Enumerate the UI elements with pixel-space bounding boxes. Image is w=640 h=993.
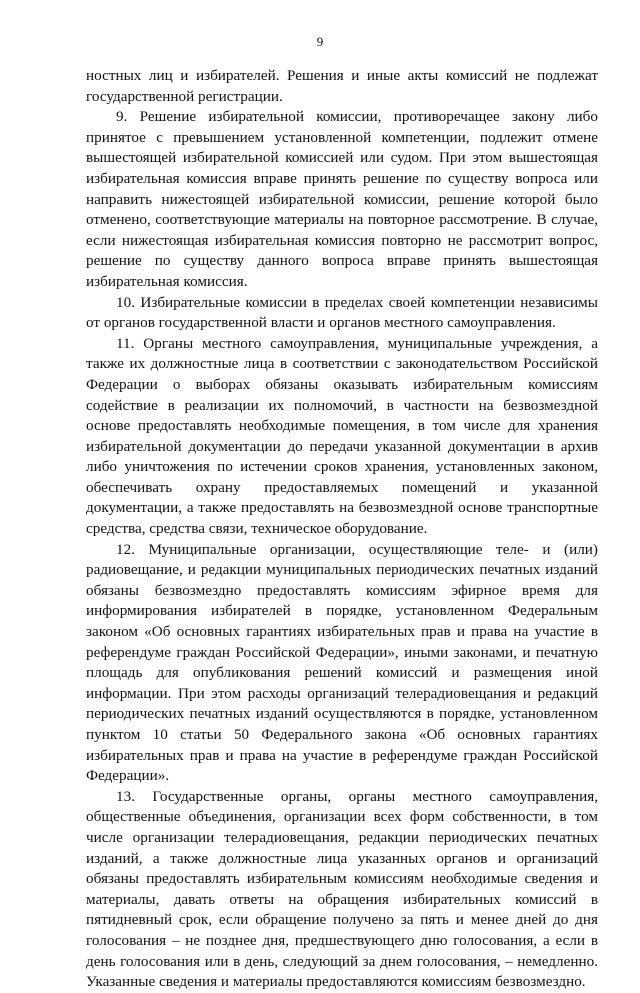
page-number: 9 [316, 34, 324, 49]
paragraph-item-11: 11. Органы местного самоуправления, муниципальные учреждения, а также их должностные лица в соответствии с законодательством Российской Федерации о выборах обязаны оказывать избирательным комиссиям содействие в реализации их полномочий, в частности на безвозмездной основе предоставлять необходимые помещения, в том числе для хранения избирательной документации до передачи указанной документации в архив либо уничтожения по истечении сроков хранения, установленных законом, обеспечивать охрану предоставляемых помещений и указанной документации, а также предоставлять на безвозмездной основе транспортные средства, средства связи, техническое оборудование. [86, 334, 598, 538]
paragraph-item-10: 10. Избирательные комиссии в пределах своей компетенции независимы от органов государственной власти и органов местного самоуправления. [86, 293, 598, 332]
paragraph-item-12: 12. Муниципальные организации, осуществляющие теле- и (или) радиовещание, и редакции муниципальных периодических печатных изданий обязаны безвозмездно предоставлять комиссиям эфирное время для информирования избирателей в порядке, установленном Федеральным законом «Об основных гарантиях избирательных прав и права на участие в референдуме граждан Российской Федерации», иными законами, и печатную площадь для опубликования решений комиссий и размещения иной информации. При этом расходы организаций телерадиовещания и редакций периодических печатных изданий осуществляются в порядке, установленном пунктом 10 статьи 50 Федерального закона «Об основных гарантиях избирательных прав и права на участие в референдуме граждан Российской Федерации». [86, 540, 598, 785]
paragraph-continued: ностных лиц и избирателей. Решения и иные акты комиссий не подлежат государственной регистрации. [86, 67, 598, 105]
paragraph-item-13: 13. Государственные органы, органы местного самоуправления, общественные объединения, организации всех форм собственности, в том числе организации телерадиовещания, редакции периодических печатных изданий, а также должностные лица указанных органов и организаций обязаны предоставлять избирательным комиссиям необходимые сведения и материалы, давать ответы на обращения избирательных комиссий в пятидневный срок, если обращение получено за пять и менее дней до дня голосования – не позднее дня, предшествующего дню голосования, а если в день голосования или в день, следующий за днем голосования, – немедленно. Указанные сведения и материалы предоставляются комиссиям безвозмездно. [86, 787, 598, 991]
paragraph-item-9: 9. Решение избирательной комиссии, противоречащее закону либо принятое с превышением установленной компетенции, подлежит отмене вышестоящей избирательной комиссией или судом. При этом вышестоящая избирательная комиссия вправе принять решение по существу вопроса или направить нижестоящей избирательной комиссии, решение которой было отменено, соответствующие материалы на повторное рассмотрение. В случае, если нижестоящая избирательная комиссия повторно не рассмотрит вопрос, решение по существу данного вопроса вправе принять вышестоящая избирательная комиссия. [86, 108, 598, 290]
document-body [86, 66, 598, 993]
